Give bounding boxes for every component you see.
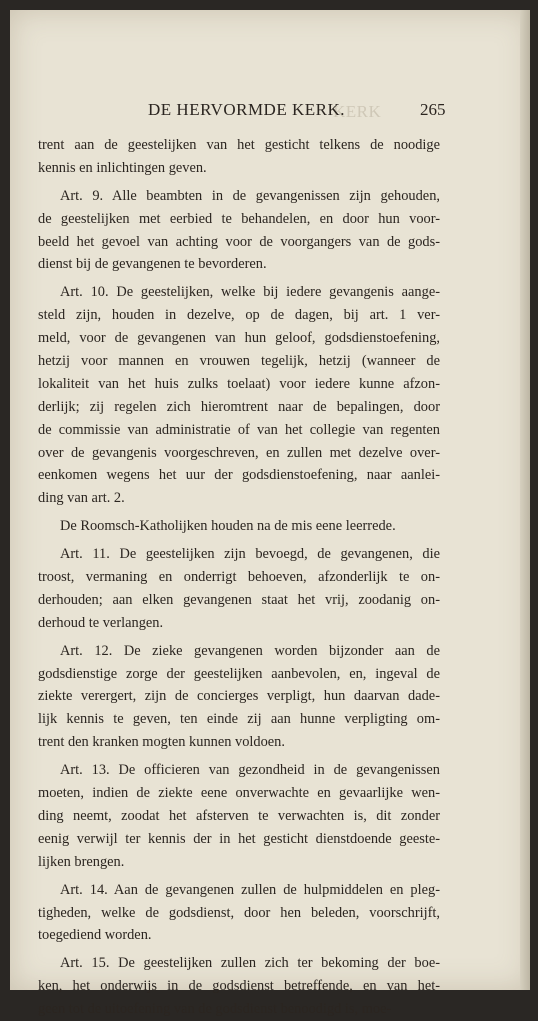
- text-line: Art. 12. De zieke gevangenen worden bijzonder aan de: [60, 642, 440, 659]
- text-line: de geestelijken met eerbied te behandelen, en door hun voor-: [38, 210, 440, 227]
- text-line: lijken brengen.: [38, 853, 125, 870]
- paragraph: [38, 640, 440, 754]
- text-line: ding neemt, zoodat het afsterven te verwachten is, dit zonder: [38, 807, 440, 824]
- paragraph: [38, 879, 440, 948]
- text-line: Art. 9. Alle beambten in de gevangenissen zijn gehouden,: [60, 187, 440, 204]
- paragraph: [38, 759, 440, 873]
- text-line: toegediend worden.: [38, 927, 152, 944]
- text-line: meld, voor de gevangenen van hun geloof, godsdienstoefening,: [38, 330, 440, 347]
- text-line: derhouden; aan elken gevangenen staat het vrij, zoodanig on-: [38, 591, 440, 608]
- text-line: over de gevangenis voorgeschreven, en zullen met dezelve over-: [38, 444, 440, 461]
- text-line: Art. 10. De geestelijken, welke bij iedere gevangenis aange-: [60, 284, 440, 301]
- paragraph: [38, 543, 440, 635]
- text-line: Art. 14. Aan de gevangenen zullen de hulpmiddelen en pleg-: [60, 881, 440, 898]
- page-edge: [520, 10, 530, 990]
- text-line: ken, het onderwijs in de godsdienst betreffende, en van het-: [38, 978, 440, 995]
- body-text: [38, 134, 440, 1021]
- text-line: derlijk; zij regelen zich hieromtrent naar de bepalingen, door: [38, 398, 440, 415]
- text-line: de commissie van administratie of van het collegie van regenten: [38, 421, 440, 438]
- paragraph: [38, 134, 440, 180]
- text-line: lokaliteit van het huis zulks toelaat) voor iedere kunne afzon-: [38, 375, 440, 392]
- text-line: dienst bij de gevangenen te bevorderen.: [38, 256, 267, 273]
- text-line: Art. 15. De geestelijken zullen zich ter bekoming der boe-: [60, 955, 440, 972]
- text-line: tigheden, welke de godsdienst, door hen beleden, voorschrijft,: [38, 904, 440, 921]
- text-line: hetzij voor mannen en vrouwen tegelijk, hetzij (wanneer de: [38, 353, 440, 370]
- text-line: beeld het gevoel van achting voor de voorgangers van de gods-: [38, 233, 440, 250]
- text-line: eenig verwijl ter kennis der in het gesticht dienstdoende geeste-: [38, 830, 440, 847]
- show-through-text: KERK: [333, 102, 382, 121]
- text-line: steld zijn, houden in dezelve, op de dagen, bij art. 1 ver-: [38, 307, 440, 324]
- text-line: ziekte verergert, zijn de concierges verpligt, hun daarvan dade-: [38, 688, 440, 705]
- text-line: trent den kranken mogten kunnen voldoen.: [38, 734, 285, 751]
- text-line: geen tot de uitoefening van de godsdienst benoodigd is, moe-: [38, 1001, 392, 1018]
- text-line: moeten, indien de ziekte eene onverwachte en gevaarlijke wen-: [38, 785, 440, 802]
- text-line: Art. 13. De officieren van gezondheid in de gevangenissen: [60, 762, 440, 779]
- page-number: 265: [420, 100, 446, 119]
- running-head-title: DE HERVORMDE KERK.: [148, 100, 345, 119]
- book-page: [10, 10, 530, 1018]
- text-line: trent aan de geestelijken van het gesticht telkens de noodige: [38, 137, 440, 153]
- text-line: ding van art. 2.: [38, 490, 125, 507]
- paragraph: [38, 281, 440, 510]
- text-line: godsdienstige zorge der geestelijken aanbevolen, en, ingeval de: [38, 665, 440, 682]
- text-line: lijk kennis te geven, ten einde zij aan hunne verpligting om-: [38, 711, 440, 728]
- text-line: Art. 11. De geestelijken zijn bevoegd, de gevangenen, die: [60, 546, 440, 563]
- text-line: troost, vermaning en onderrigt behoeven, afzonderlijk te on-: [38, 569, 440, 586]
- paragraph: [38, 952, 440, 1021]
- paragraph: [38, 185, 440, 277]
- text-line: kennis en inlichtingen geven.: [38, 159, 207, 176]
- text-line: De Roomsch-Katholijken houden na de mis eene leerrede.: [60, 518, 396, 535]
- text-line: derhoud te verlangen.: [38, 614, 164, 631]
- paragraph: [38, 515, 440, 538]
- text-line: eenkomen wegens het uur der godsdienstoefening, naar aanlei-: [38, 467, 440, 484]
